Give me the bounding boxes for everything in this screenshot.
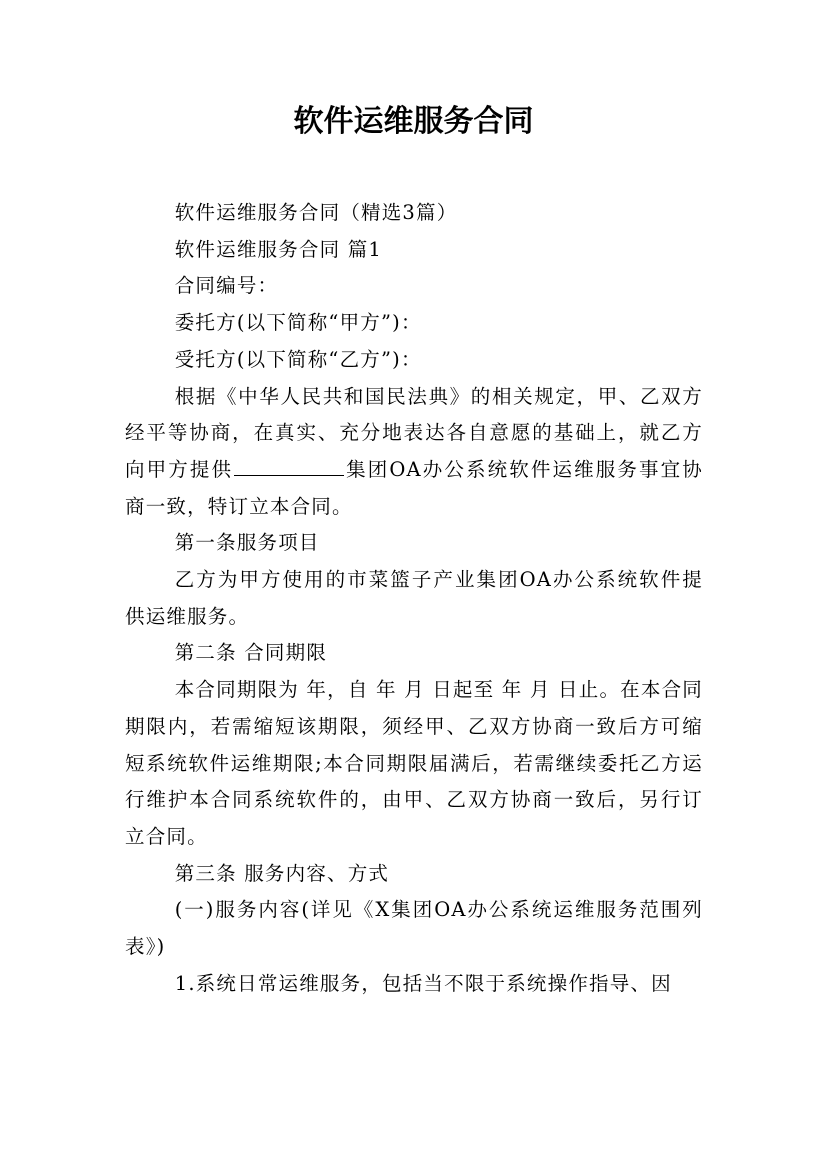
document-body (125, 195, 703, 1002)
article-1-paragraph: 乙方为甲方使用的市菜篮子产业集团OA办公系统软件提供运维服务。 (125, 568, 703, 628)
intro-text-after-blank: 集团OA办公系统软件运维服务事宜协商一致，特订立本合同。 (125, 457, 703, 518)
document-subtitle: 软件运维服务合同（精选3篇） (174, 201, 458, 224)
document-title: 软件运维服务合同 (293, 104, 534, 139)
article-1-heading: 第一条服务项目 (174, 531, 320, 555)
contract-number-line: 合同编号： (174, 274, 279, 298)
party-a-line: 委托方(以下简称“甲方”)： (174, 311, 422, 335)
article-3-subheading: (一)服务内容(详见《X集团OA办公系统运维服务范围列表》) (125, 898, 703, 959)
intro-text-before-blank: 根据《中华人民共和国民法典》的相关规定，甲、乙双方经平等协商，在真实、充分地表达各自意愿的基础上，就乙方向甲方提供 (125, 384, 703, 481)
article-2-heading: 第二条 合同期限 (174, 641, 328, 665)
intro-paragraph (125, 379, 703, 526)
article-3-item-1: 1.系统日常运维服务，包括当不限于系统操作指导、因 (174, 971, 672, 995)
fill-in-blank (234, 474, 344, 476)
article-3-heading: 第三条 服务内容、方式 (174, 861, 390, 885)
part-heading: 软件运维服务合同 篇1 (174, 237, 383, 261)
article-2-paragraph: 本合同期限为 年，自 年 月 日起至 年 月 日止。在本合同期限内，若需缩短该期限，须经甲、乙双方协商一致后方可缩短系统软件运维期限;本合同期限届满后，若需继续委托乙方运行维护本合同系统软件的，由甲、乙双方协商一致后，另行订立合同。 (125, 678, 703, 848)
party-b-line: 受托方(以下简称“乙方”)： (174, 347, 422, 371)
